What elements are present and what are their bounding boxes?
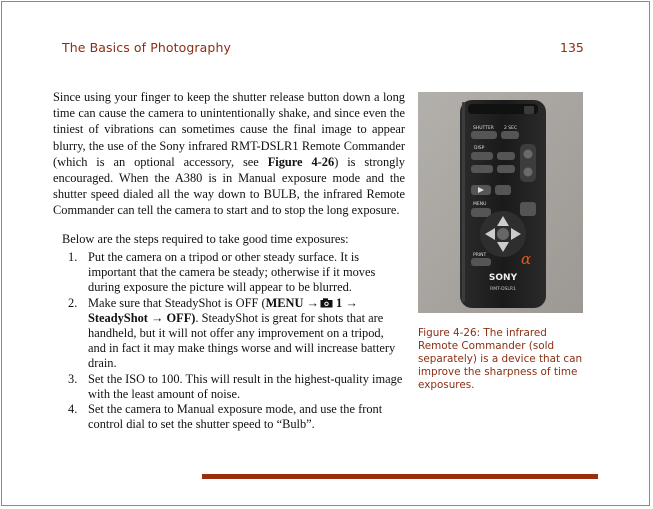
step-number: 2. <box>68 295 78 310</box>
remote-label-menu: MENU <box>473 202 487 207</box>
menu-path-end: 1 → SteadyShot → OFF) <box>88 295 358 325</box>
remote-label-disp: DISP <box>474 146 485 151</box>
step-number: 3. <box>68 371 78 386</box>
step-text-post: . SteadyShot is great for shots that are handheld, but it will not offer any improvement on a tripod, and in fact it may make things worse and will increase battery drain. <box>88 310 396 371</box>
step-number: 1. <box>68 250 78 264</box>
step-number: 4. <box>68 402 78 417</box>
figure-caption-text: The infrared Remote Commander (sold separately) is a device that can improve the sharpness of time exposures. <box>418 327 583 391</box>
remote-label-print: PRINT <box>473 253 487 258</box>
step-text: Set the camera to Manual exposure mode, and use the front control dial to set the shutter speed to “Bulb”. <box>88 402 383 432</box>
list-item <box>68 250 403 296</box>
intro-text-part1: Since using your finger to keep the shutter release button down a long time can cause the camera to unintentionally shake, and since even the tiniest of vibrations can sometimes cause the final image to appear blurry, the use of the Sony infrared RMT-DSLR1 Remote Commander (which is an optional accessory, see <box>53 90 405 169</box>
step-text-pre: Make sure that SteadyShot is OFF ( <box>88 295 266 310</box>
print-button <box>471 258 491 266</box>
sony-brand: SONY <box>488 273 518 283</box>
intro-paragraph <box>53 89 405 219</box>
steps-lead: Below are the steps required to take good time exposures: <box>62 232 349 246</box>
remote-label-shutter: SHUTTER <box>473 126 494 131</box>
list-item <box>68 402 403 432</box>
alpha-logo: α <box>521 250 532 268</box>
2sec-button <box>501 131 519 139</box>
d-pad <box>480 211 526 257</box>
figure-caption <box>418 327 586 392</box>
menu-path-start: MENU → <box>265 295 319 310</box>
shutter-button <box>471 131 497 139</box>
running-header-title: The Basics of Photography <box>62 40 231 55</box>
step-text: Set the ISO to 100. This will result in the highest-quality image with the least amount of noise. <box>88 371 403 401</box>
intro-text-part2: ) is strongly encouraged. When the A380 is in Manual exposure mode and the shutter speed dialed all the way down to BULB, the infrared Remote Commander can tell the camera to start and to stop the long exposure. <box>53 154 406 218</box>
remote-label-2sec: 2 SEC <box>504 126 518 131</box>
figure-caption-label: Figure 4-26: <box>418 327 481 339</box>
page-number: 135 <box>560 40 584 55</box>
steps-list <box>68 250 403 432</box>
menu-button <box>471 208 491 217</box>
remote-commander-illustration <box>418 92 583 313</box>
list-item <box>68 372 403 402</box>
list-item <box>68 296 403 372</box>
footer-rule <box>202 474 598 479</box>
camera-icon <box>320 298 333 308</box>
figure-reference[interactable]: Figure 4-26 <box>267 154 335 169</box>
step-text: Put the camera on a tripod or other steady surface. It is important that the camera be steady; otherwise if it moves during exposure the picture will appear to be blurred. <box>88 250 376 295</box>
remote-model: RMT-DSLR1 <box>490 287 516 292</box>
disp-button <box>471 152 493 160</box>
figure-photo <box>418 92 583 313</box>
